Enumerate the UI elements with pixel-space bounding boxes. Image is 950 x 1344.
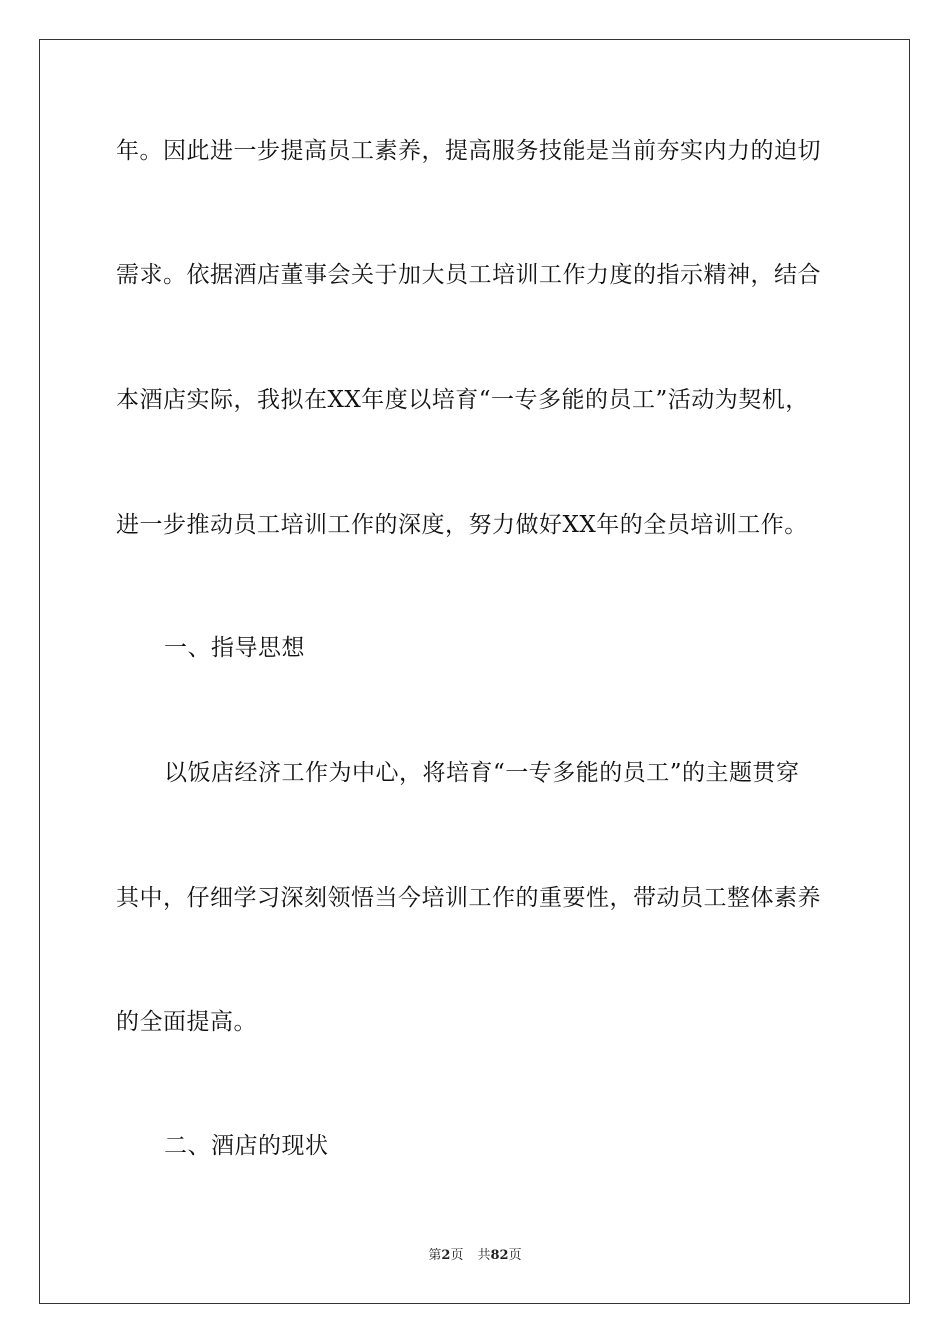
paragraph-line: 的全面提高。	[116, 1009, 257, 1035]
total-suffix: 页	[508, 1248, 522, 1263]
paragraph-line: 本酒店实际，我拟在XX年度以培育“一专多能的员工”活动为契机，	[116, 387, 809, 413]
page-suffix: 页	[450, 1248, 464, 1263]
total-pages: 82	[490, 1248, 509, 1263]
section-heading-guiding-thought: 一、指导思想	[164, 635, 305, 661]
page-footer	[0, 1247, 950, 1265]
section-heading-hotel-status: 二、酒店的现状	[164, 1133, 329, 1159]
paragraph-line: 需求。依据酒店董事会关于加大员工培训工作力度的指示精神，结合	[116, 262, 821, 288]
paragraph-line: 进一步推动员工培训工作的深度，努力做好XX年的全员培训工作。	[116, 512, 808, 538]
total-prefix: 共	[477, 1248, 491, 1263]
page-number: 2	[441, 1248, 451, 1263]
paragraph-line: 年。因此进一步提高员工素养，提高服务技能是当前夯实内力的迫切	[116, 138, 821, 164]
paragraph-line: 其中，仔细学习深刻领悟当今培训工作的重要性，带动员工整体素养	[116, 885, 821, 911]
paragraph-line: 以饭店经济工作为中心，将培育“一专多能的员工”的主题贯穿	[164, 760, 800, 786]
page-frame	[39, 39, 910, 1304]
page-prefix: 第	[428, 1248, 442, 1263]
